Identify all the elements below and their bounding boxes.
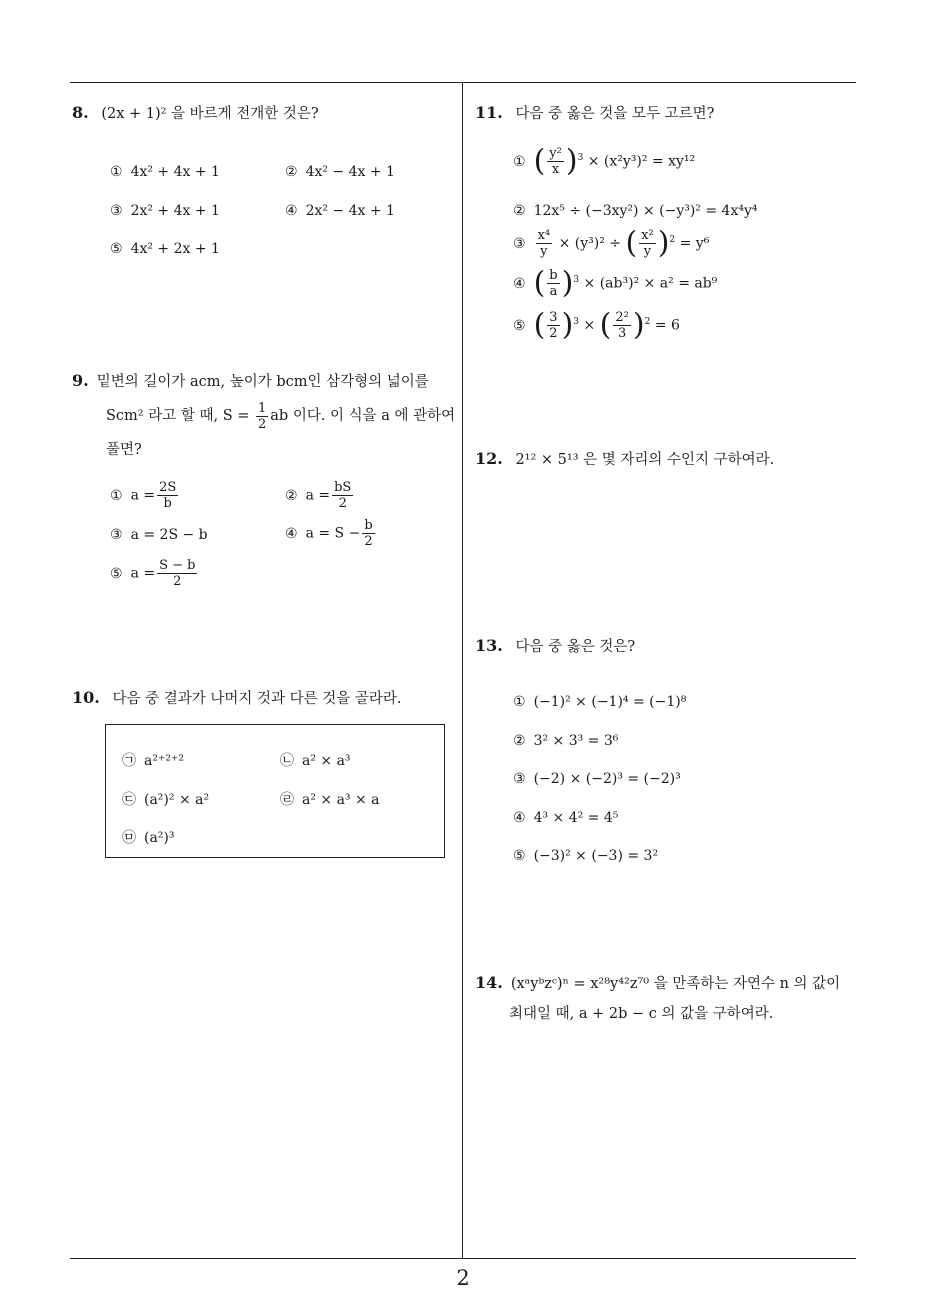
option-item-5: ㉤ (a²)³ — [122, 830, 175, 846]
question-number: 10. — [72, 688, 100, 707]
question-text: 다음 중 옳은 것을 모두 고르면? — [515, 106, 715, 122]
question-text-line1: 밑변의 길이가 acm, 높이가 bcm인 삼각형의 넓이를 — [96, 374, 429, 390]
choice-2[interactable]: ② 12x⁵ ÷ (−3xy²) × (−y³)² = 4x⁴y⁴ — [513, 203, 758, 219]
bottom-rule — [70, 1258, 856, 1259]
question-text-line2a: Scm² 라고 할 때, S = — [106, 408, 250, 424]
question-text: 은 몇 자리의 수인지 구하여라. — [583, 452, 775, 468]
column-divider — [462, 82, 463, 1258]
question-number: 9. — [72, 371, 89, 390]
question-11 — [475, 100, 855, 127]
question-9 — [72, 364, 457, 467]
choice-5[interactable]: ⑤ 4x² + 2x + 1 — [110, 241, 220, 257]
choice-3[interactable]: ③ a = 2S − b — [110, 527, 208, 543]
option-item-2: ㉡ a² × a³ — [280, 753, 351, 769]
choice-5[interactable]: ⑤ ( $\frac{3}{2}$ )$^3$ × ( $\frac{\text{2²}}{3}$ )$^2$ = 6 — [513, 307, 680, 343]
question-text: 다음 중 옳은 것은? — [515, 639, 636, 655]
choice-3[interactable]: ③ (−2) × (−2)³ = (−2)³ — [513, 771, 681, 787]
option-item-3: ㉢ (a²)² × a² — [122, 792, 210, 808]
question-10 — [72, 685, 457, 712]
option-item-1: ㉠ a²⁺²⁺² — [122, 753, 184, 769]
page-number: 2 — [456, 1266, 470, 1290]
choice-2[interactable]: ② 3² × 3³ = 3⁶ — [513, 733, 619, 749]
question-text-line3: 풀면? — [106, 442, 142, 458]
question-math: (2x + 1)² — [101, 106, 167, 122]
fraction: $\frac{1}{2}$ — [258, 400, 267, 432]
question-number: 14. — [475, 973, 503, 992]
choice-2[interactable]: ② a = $\frac{bS}{2}$ — [285, 480, 352, 511]
question-text: 다음 중 결과가 나머지 것과 다른 것을 골라라. — [112, 691, 402, 707]
question-number: 11. — [475, 103, 503, 122]
choice-3[interactable]: ③ $\frac{\text{x⁴}}{y}$ × (y³)² ÷ ( $\frac{\text{x²}}{y}$ )$^2$ = y⁶ — [513, 225, 710, 261]
question-13 — [475, 633, 855, 660]
question-text-line2b: ab 이다. 이 식을 a 에 관하여 — [270, 408, 456, 424]
question-math: (xᵃyᵇzᶜ)ⁿ = x²⁸y⁴²z⁷⁰ — [510, 976, 650, 992]
question-12 — [475, 446, 855, 473]
choice-2[interactable]: ② 4x² − 4x + 1 — [285, 164, 395, 180]
question-text-line1: 을 만족하는 자연수 n 의 값이 — [653, 976, 841, 992]
question-number: 8. — [72, 103, 89, 122]
choice-5[interactable]: ⑤ (−3)² × (−3) = 3² — [513, 848, 659, 864]
question-8 — [72, 100, 457, 127]
choice-1[interactable]: ① 4x² + 4x + 1 — [110, 164, 220, 180]
choice-4[interactable]: ④ 4³ × 4² = 4⁵ — [513, 810, 619, 826]
question-number: 12. — [475, 449, 503, 468]
choice-5[interactable]: ⑤ a = $\frac{S - b}{2}$ — [110, 558, 196, 589]
question-text-line2: 최대일 때, a + 2b − c 의 값을 구하여라. — [509, 1006, 774, 1022]
choice-3[interactable]: ③ 2x² + 4x + 1 — [110, 203, 220, 219]
choice-4[interactable]: ④ 2x² − 4x + 1 — [285, 203, 395, 219]
question-14 — [475, 968, 860, 1029]
choice-1[interactable]: ① a = $\frac{2S}{b}$ — [110, 480, 177, 511]
question-number: 13. — [475, 636, 503, 655]
choice-4[interactable]: ④ a = S − $\frac{b}{2}$ — [285, 518, 373, 549]
choice-4[interactable]: ④ ( $\frac{b}{a}$ )$^3$ × (ab³)² × a² = ab⁹ — [513, 265, 718, 301]
option-item-4: ㉣ a² × a³ × a — [280, 792, 380, 808]
top-rule — [70, 82, 856, 83]
question-math: 2¹² × 5¹³ — [515, 452, 579, 468]
choice-1[interactable]: ① ( $\frac{\text{y²}}{x}$ )$^3$ × (x²y³)² = xy¹² — [513, 143, 696, 179]
question-text: 을 바르게 전개한 것은? — [171, 106, 319, 122]
choice-1[interactable]: ① (−1)² × (−1)⁴ = (−1)⁸ — [513, 694, 687, 710]
